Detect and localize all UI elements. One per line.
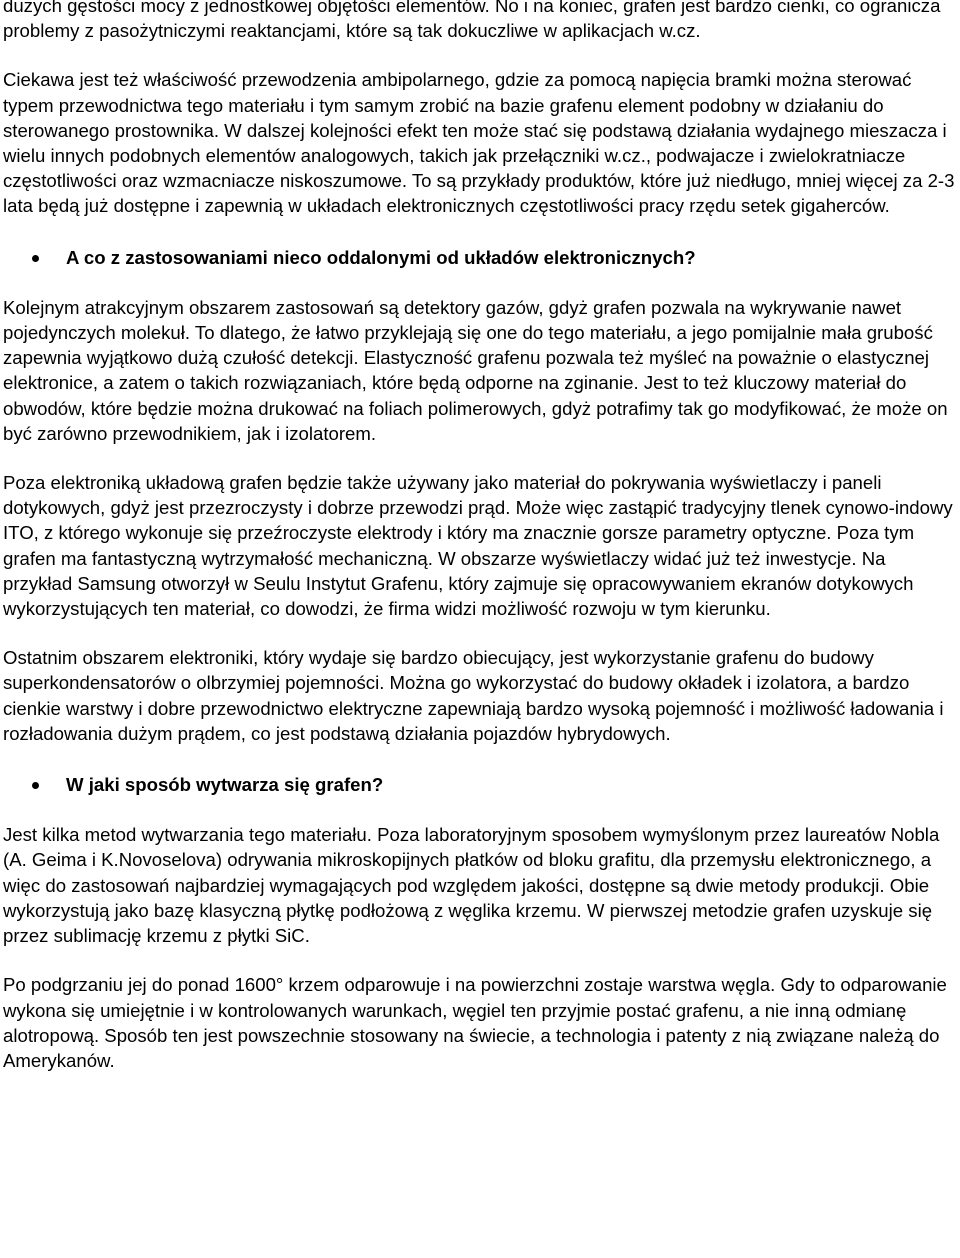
bullet-icon — [32, 255, 39, 262]
section-heading-production — [3, 772, 957, 797]
paragraph-supercapacitors: Ostatnim obszarem elektroniki, który wydaje się bardzo obiecujący, jest wykorzystanie grafenu do budowy superkondensatorów o olbrzymiej pojemności. Można go wykorzystać do budowy okładek i izolatora, a bardzo cienkie warstwy i dobre przewodnictwo elektryczne zapewniają bardzo wysoką pojemność i możliwość ładowania i rozładowania dużym prądem, co jest podstawą działania pojazdów hybrydowych. — [3, 647, 944, 744]
paragraph-displays: Poza elektroniką układową grafen będzie także używany jako materiał do pokrywania wyświetlaczy i paneli dotykowych, gdyż jest przezroczysty i dobrze przewodzi prąd. Może więc zastąpić tradycyjny tlenek cynowo-indowy ITO, z którego wykonuje się przeźroczyste elektrody i który ma znacznie gorsze parametry optyczne. Poza tym grafen ma fantastyczną wytrzymałość mechaniczną. W obszarze wyświetlaczy widać już też inwestycje. Na przykład Samsung otworzył w Seulu Instytut Grafenu, który zajmuje się opracowywaniem ekranów dotykowych wykorzystujących ten materiał, co dowodzi, że firma widzi możliwość rozwoju w tym kierunku. — [3, 472, 953, 620]
paragraph-intro: dużych gęstości mocy z jednostkowej objętości elementów. No i na koniec, grafen jest bardzo cienki, co ogranicza problemy z pasożytniczymi reaktancjami, które są tak dokuczliwe w aplikacjach w.cz. — [3, 0, 941, 42]
paragraph-sublimation: Po podgrzaniu jej do ponad 1600° krzem odparowuje i na powierzchni zostaje warstwa węgla. Gdy to odparowanie wykona się umiejętnie i w kontrolowanych warunkach, węgiel ten przyjmie postać grafenu, a nie inną odmianę alotropową. Sposób ten jest powszechnie stosowany na świecie, a technologia i patenty z nią związane należą do Amerykanów. — [3, 974, 947, 1071]
section-heading-applications — [3, 245, 957, 270]
paragraph-ambipolar: Ciekawa jest też właściwość przewodzenia ambipolarnego, gdzie za pomocą napięcia bramki można sterować typem przewodnictwa tego materiału i tym samym zrobić na bazie grafenu element podobny w działaniu do sterowanego prostownika. W dalszej kolejności efekt ten może stać się podstawą działania wydajnego mieszacza i wielu innych podobnych elementów analogowych, takich jak przełączniki w.cz., podwajacze i zwielokratniacze częstotliwości oraz wzmacniacze niskoszumowe. To są przykłady produktów, które już niedługo, mniej więcej za 2-3 lata będą już dostępne i zapewnią w układach elektronicznych częstotliwości pracy rzędu setek gigaherców. — [3, 69, 955, 217]
paragraph-gas-detectors: Kolejnym atrakcyjnym obszarem zastosowań są detektory gazów, gdyż grafen pozwala na wykrywanie nawet pojedynczych molekuł. To dlatego, że łatwo przyklejają się one do tego materiału, a jego pomijalnie mała grubość zapewnia wyjątkowo dużą czułość detekcji. Elastyczność grafenu pozwala też myśleć na poważnie o elastycznej elektronice, a zatem o takich rozwiązaniach, które będą odporne na zginanie. Jest to też kluczowy materiał do obwodów, które będzie można drukować na foliach polimerowych, gdyż potrafimy tak go modyfikować, że może on być zarówno przewodnikiem, jak i izolatorem. — [3, 296, 948, 444]
bullet-icon — [32, 782, 39, 789]
document-page — [3, 0, 957, 1073]
paragraph-production-methods: Jest kilka metod wytwarzania tego materiału. Poza laboratoryjnym sposobem wymyślonym przez laureatów Nobla (A. Geima i K.Novoselova) odrywania mikroskopijnych płatków od bloku grafitu, dla przemysłu elektronicznego, a więc do zastosowań najbardziej wymagających pod względem jakości, dostępne są dwie metody produkcji. Obie wykorzystują jako bazę klasyczną płytkę podłożową z węglika krzemu. W pierwszej metodzie grafen uzyskuje się przez sublimację krzemu z płytki SiC. — [3, 824, 940, 947]
section-heading-text: W jaki sposób wytwarza się grafen? — [66, 774, 384, 796]
section-heading-text: A co z zastosowaniami nieco oddalonymi od układów elektronicznych? — [66, 246, 696, 268]
